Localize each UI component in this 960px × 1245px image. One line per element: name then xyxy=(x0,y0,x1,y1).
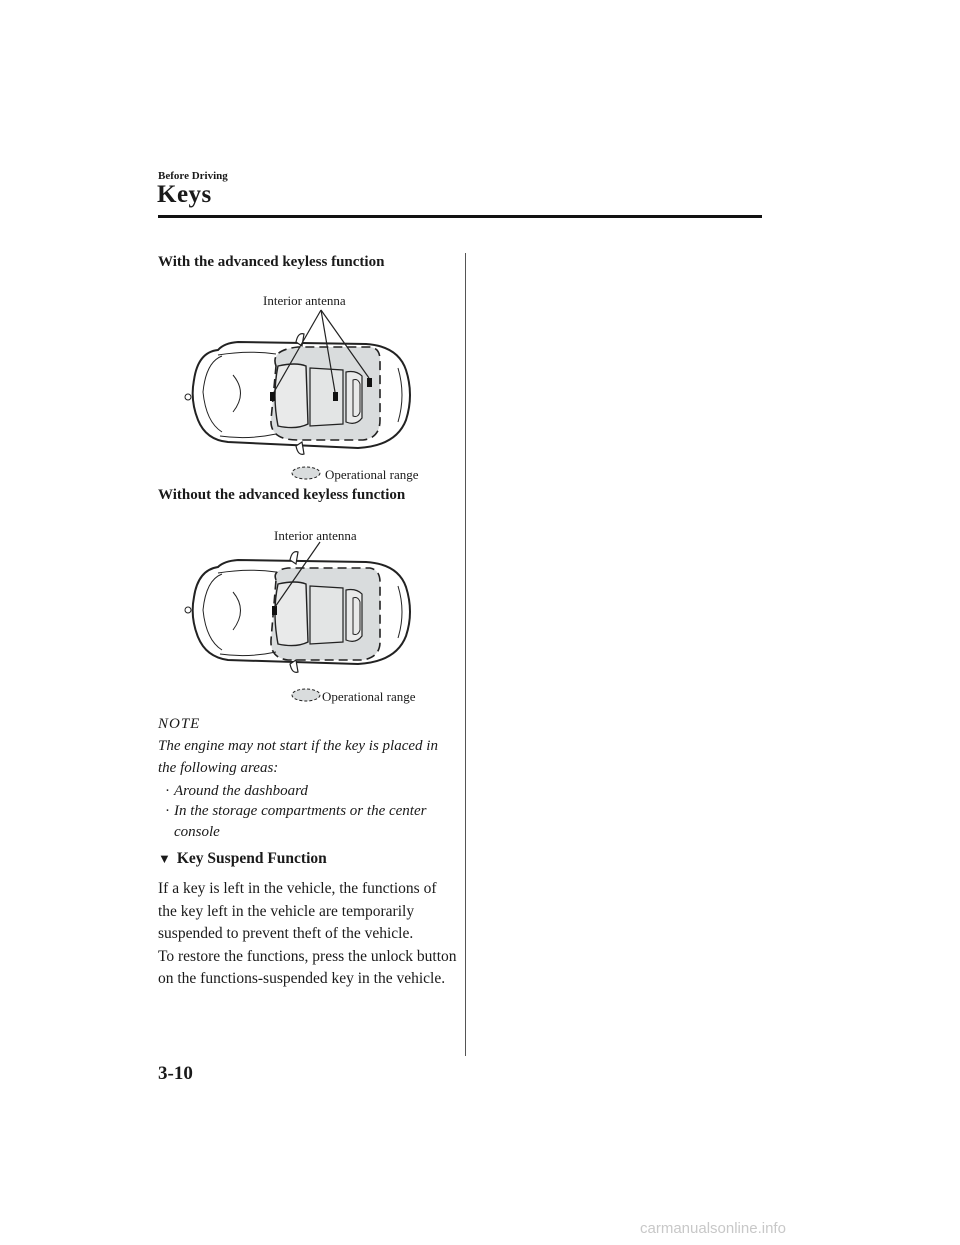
figure-basic-heading: Without the advanced keyless function xyxy=(158,487,406,503)
range-legend-symbol xyxy=(292,689,320,701)
chapter-title: Keys xyxy=(157,181,212,208)
antenna-marker-1 xyxy=(272,606,277,615)
bullet-text: Around the dashboard xyxy=(174,783,308,799)
chapter-rule xyxy=(158,215,762,218)
range-label: Operational range xyxy=(325,467,419,482)
key-suspend-heading xyxy=(158,850,327,868)
antenna-marker-1 xyxy=(270,392,275,401)
note-bullet xyxy=(165,801,444,843)
car-diagram-advanced xyxy=(158,280,448,485)
column-divider xyxy=(465,253,466,1056)
bullet-dot: · xyxy=(165,803,170,819)
range-label: Operational range xyxy=(322,689,416,704)
note-bullet xyxy=(165,781,444,802)
key-suspend-paragraph: To restore the functions, press the unlock button on the functions-suspended key in the vehicle. xyxy=(158,947,457,988)
key-suspend-heading-text: Key Suspend Function xyxy=(176,850,327,867)
note-text: The engine may not start if the key is placed in the following areas: xyxy=(158,738,438,776)
key-suspend-body xyxy=(158,878,458,991)
triangle-down-icon: ▼ xyxy=(158,851,171,866)
antenna-marker-3 xyxy=(367,378,372,387)
bullet-dot: · xyxy=(165,783,170,799)
section-label: Before Driving xyxy=(158,170,228,182)
page-number: 3-10 xyxy=(158,1063,193,1084)
figure-advanced-heading: With the advanced keyless function xyxy=(158,254,385,270)
range-legend-symbol xyxy=(292,467,320,479)
antenna-marker-2 xyxy=(333,392,338,401)
watermark: carmanualsonline.info xyxy=(640,1220,786,1237)
bullet-text: In the storage compartments or the center console xyxy=(174,803,427,840)
key-suspend-paragraph: If a key is left in the vehicle, the functions of the key left in the vehicle are temporarily suspended to prevent theft of the vehicle. xyxy=(158,880,437,943)
antenna-label: Interior antenna xyxy=(263,293,346,308)
note-title: NOTE xyxy=(158,716,201,732)
antenna-label: Interior antenna xyxy=(274,528,357,543)
